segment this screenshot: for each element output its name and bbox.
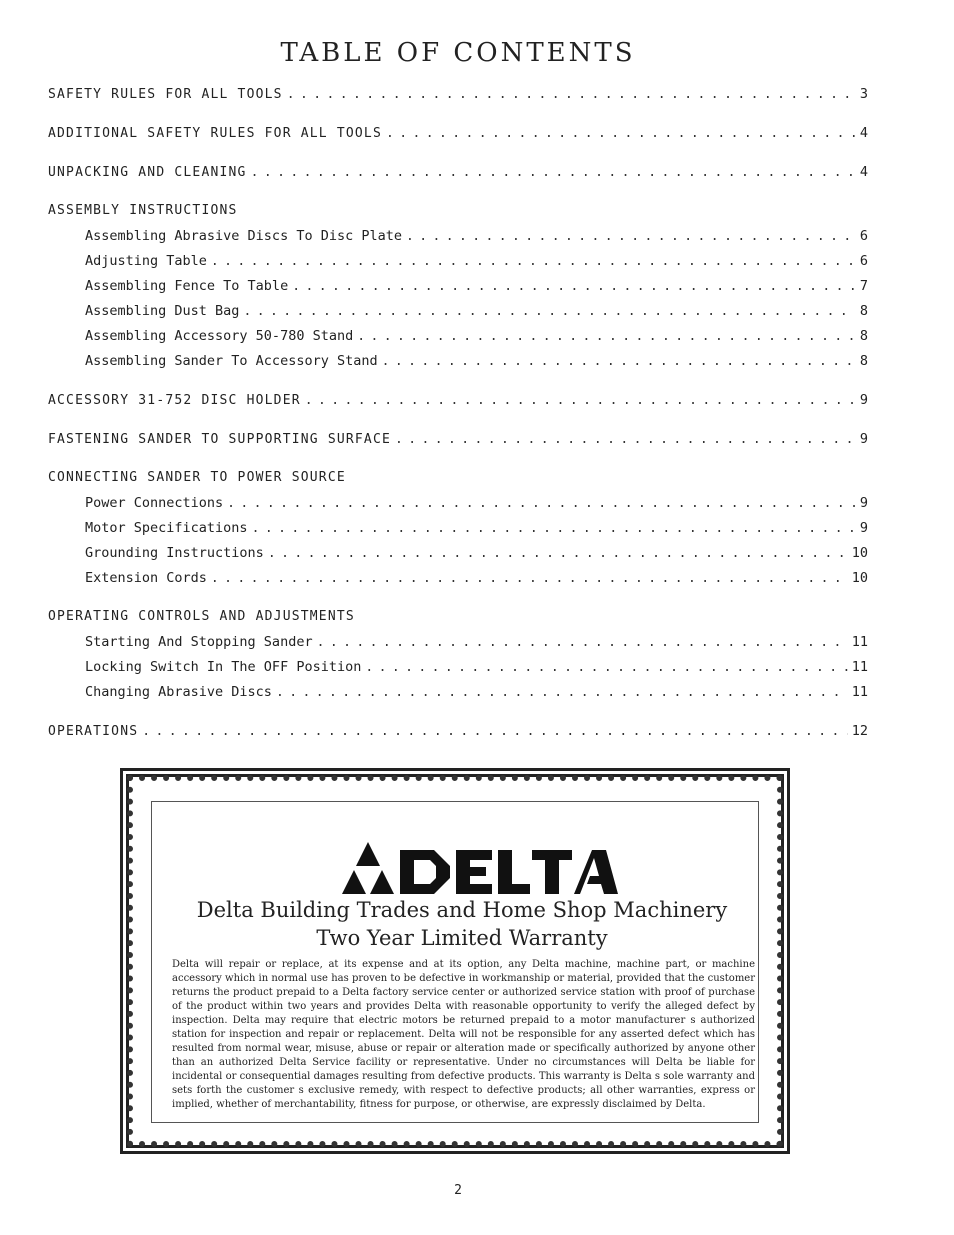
toc-entry-accessory[interactable] (48, 392, 868, 417)
toc-entry-label: Assembling Abrasive Discs To Disc Plate (85, 228, 402, 244)
warranty-content (151, 801, 759, 1123)
dot-leader (276, 684, 848, 700)
toc-entry-label: Extension Cords (85, 570, 207, 586)
dot-leader (357, 328, 856, 344)
toc-entry-page: 9 (859, 431, 868, 447)
toc-entry-label: Changing Abrasive Discs (85, 684, 272, 700)
toc-entry-label: UNPACKING AND CLEANING (48, 165, 247, 180)
toc-section-heading-connecting: CONNECTING SANDER TO POWER SOURCE (48, 470, 346, 485)
toc-entry-label: Assembling Fence To Table (85, 278, 289, 294)
dot-leader (305, 392, 856, 408)
toc-section-heading-operating: OPERATING CONTROLS AND ADJUSTMENTS (48, 609, 355, 624)
toc-entry[interactable] (48, 253, 868, 278)
table-of-contents (48, 86, 868, 748)
toc-entry-label: Assembling Sander To Accessory Stand (85, 353, 378, 369)
warranty-title-line1: Delta Building Trades and Home Shop Machinery (196, 898, 728, 922)
toc-entry-page: 7 (859, 278, 868, 294)
dot-leader (406, 228, 856, 244)
warranty-box (120, 768, 790, 1154)
dot-leader (395, 431, 856, 447)
logo-text: DELTA (498, 897, 502, 898)
toc-section-heading-assembly: ASSEMBLY INSTRUCTIONS (48, 203, 238, 218)
toc-entry-page: 8 (859, 353, 868, 369)
toc-entry[interactable] (48, 278, 868, 303)
toc-entry-label: ADDITIONAL SAFETY RULES FOR ALL TOOLS (48, 126, 382, 141)
toc-entry-page: 8 (859, 303, 868, 319)
toc-entry-additional-safety[interactable] (48, 125, 868, 150)
delta-logo (338, 838, 618, 898)
dot-leader (317, 634, 848, 650)
toc-assembly-list (48, 228, 868, 378)
page-title: TABLE OF CONTENTS (280, 38, 636, 68)
toc-entry-label: OPERATIONS (48, 724, 139, 739)
toc-entry[interactable] (48, 634, 868, 659)
warranty-title-line2: Two Year Limited Warranty (316, 926, 608, 950)
toc-entry-unpacking[interactable] (48, 164, 868, 189)
toc-entry[interactable] (48, 520, 868, 545)
toc-entry-label: SAFETY RULES FOR ALL TOOLS (48, 87, 283, 102)
dot-leader (365, 659, 847, 675)
dot-leader (382, 353, 856, 369)
toc-entry-page: 10 (851, 545, 868, 561)
toc-entry-safety-rules[interactable] (48, 86, 868, 111)
toc-entry-page: 4 (859, 125, 868, 141)
toc-entry-page: 9 (859, 495, 868, 511)
toc-entry[interactable] (48, 228, 868, 253)
dot-leader (227, 495, 856, 511)
toc-entry-label: Grounding Instructions (85, 545, 264, 561)
toc-entry[interactable] (48, 659, 868, 684)
dot-leader (251, 164, 856, 180)
toc-operating-list (48, 634, 868, 709)
toc-entry-label: Locking Switch In The OFF Position (85, 659, 362, 675)
dot-leader (142, 723, 847, 739)
toc-entry-label: Assembling Accessory 50-780 Stand (85, 328, 354, 344)
dot-leader (287, 86, 856, 102)
dot-leader (211, 253, 856, 269)
toc-entry-page: 4 (859, 164, 868, 180)
toc-entry-label: Power Connections (85, 495, 224, 511)
page-number: 2 (454, 1183, 462, 1198)
toc-entry[interactable] (48, 495, 868, 520)
toc-entry[interactable] (48, 353, 868, 378)
toc-connecting-list (48, 495, 868, 595)
toc-entry-fastening[interactable] (48, 431, 868, 456)
toc-entry[interactable] (48, 303, 868, 328)
dot-leader (292, 278, 856, 294)
toc-entry-page: 9 (859, 392, 868, 408)
toc-entry-label: Assembling Dust Bag (85, 303, 240, 319)
toc-entry-page: 6 (859, 253, 868, 269)
dot-leader (211, 570, 848, 586)
dot-leader (243, 303, 855, 319)
dot-leader (386, 125, 856, 141)
toc-entry-page: 3 (859, 86, 868, 102)
toc-entry-operations[interactable] (48, 723, 868, 748)
warranty-body: Delta will repair or replace, at its expense and at its option, any Delta machine, machine part, or machine accessory which in normal use has proven to be defective in workmanship or material, provided that the customer returns the product prepaid to a Delta factory service center or authorized service station with proof of purchase of the product within two years and provides Delta with reasonable opportunity to verify the alleged defect by inspection. Delta may require that electric motors be returned prepaid to a motor manufacturer s authorized station for inspection and repair or replacement. Delta will not be responsible for any asserted defect which has resulted from normal wear, misuse, abuse or repair or alteration made or specifically authorized by anyone other than an authorized Delta Service facility or representative. Under no circumstances will Delta be liable for incidental or consequential damages resulting from defective products. This warranty is Delta s sole warranty and sets forth the customer s exclusive remedy, with respect to defective products; all other warranties, express or implied, whether of merchantability, fitness for purpose, or otherwise, are expressly disclaimed by Delta. (172, 959, 755, 1110)
toc-entry-page: 12 (851, 723, 868, 739)
toc-entry-page: 11 (851, 684, 868, 700)
toc-entry-page: 10 (851, 570, 868, 586)
toc-entry[interactable] (48, 545, 868, 570)
toc-entry[interactable] (48, 570, 868, 595)
toc-entry-page: 11 (851, 634, 868, 650)
toc-entry[interactable] (48, 684, 868, 709)
toc-entry-label: FASTENING SANDER TO SUPPORTING SURFACE (48, 432, 392, 447)
toc-entry-label: Motor Specifications (85, 520, 248, 536)
toc-entry-label: Starting And Stopping Sander (85, 634, 313, 650)
dot-leader (252, 520, 856, 536)
toc-entry-page: 11 (851, 659, 868, 675)
toc-entry-page: 6 (859, 228, 868, 244)
dot-leader (268, 545, 848, 561)
toc-entry[interactable] (48, 328, 868, 353)
toc-entry-page: 9 (859, 520, 868, 536)
toc-entry-label: ACCESSORY 31-752 DISC HOLDER (48, 393, 301, 408)
toc-entry-page: 8 (859, 328, 868, 344)
toc-entry-label: Adjusting Table (85, 253, 207, 269)
